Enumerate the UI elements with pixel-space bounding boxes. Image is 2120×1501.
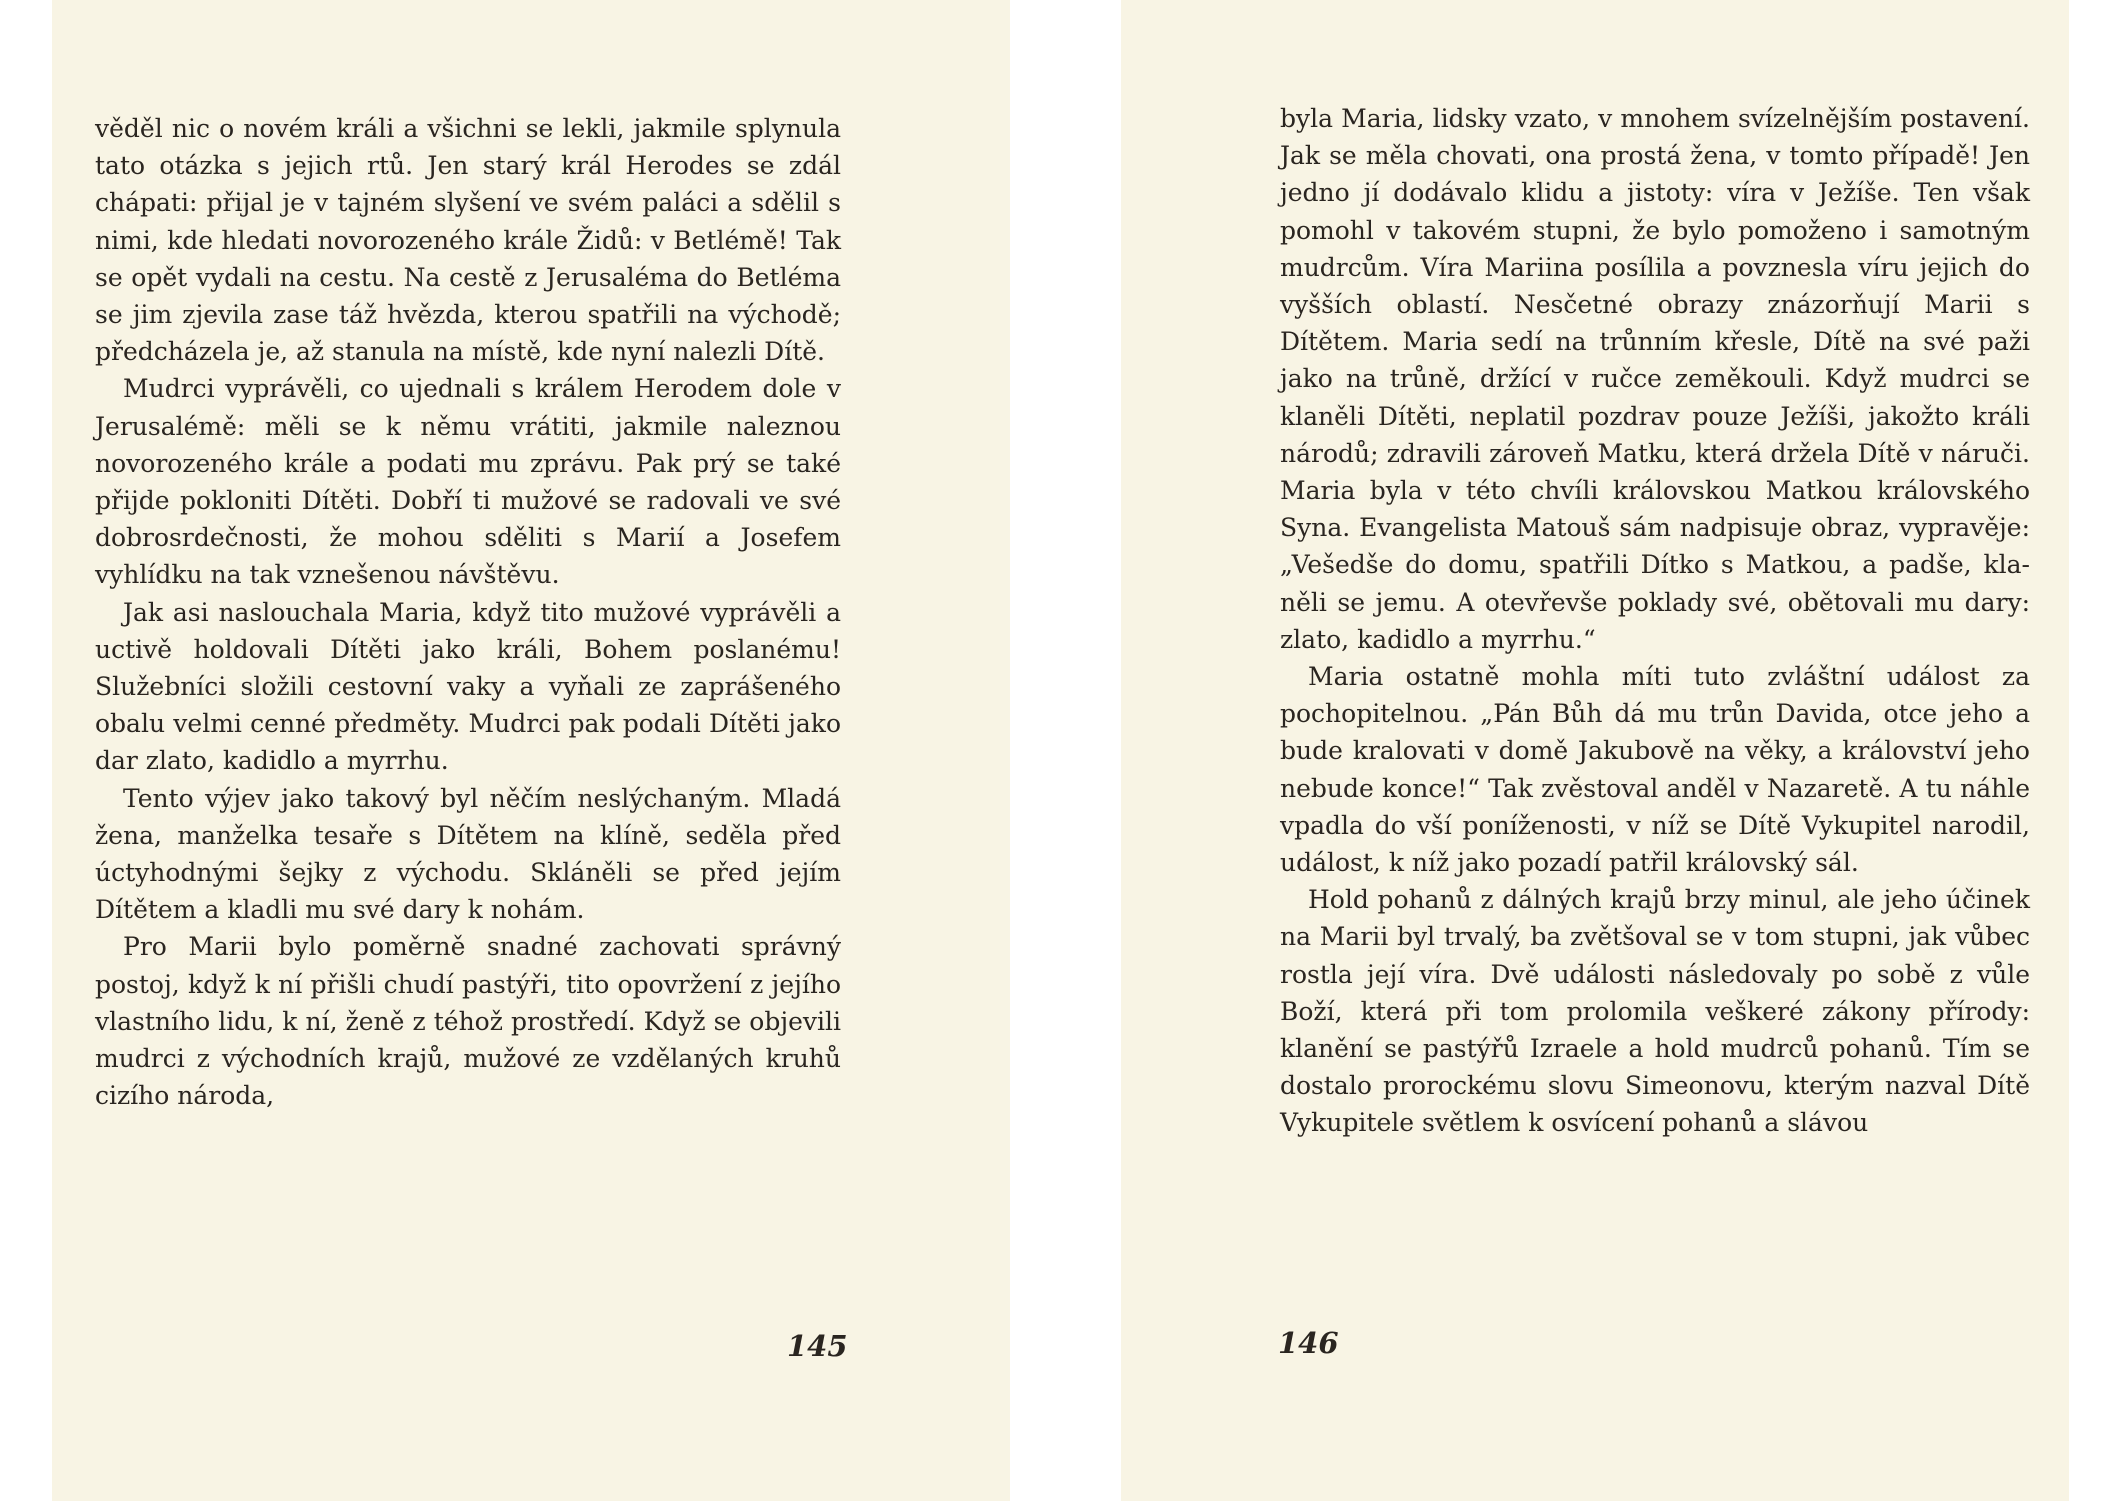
paragraph: Jak asi naslouchala Maria, když tito mužové vyprávěli a uctivě holdovali Dítěti jako králi, Bohem poslanému! Služebníci složili cestovní vaky a vyňali ze zaprášeného obalu velmi cenné předměty. Mudrci pak podali Dítěti jako dar zlato, kadidlo a myrrhu. [95, 597, 841, 776]
paragraph: byla Maria, lidsky vzato, v mnohem svízelnějším postavení. Jak se měla chovati, ona prostá žena, v tomto případě! Jen jedno jí dodávalo klidu a jistoty: víra v Ježíše. Ten však pomohl v takovém stupni, že bylo pomoženo i samotným mudrcům. Víra Mariina posílila a povznesla víru jejich do vyšších oblastí. Nesčetné obrazy znázorňují Marii s Dítětem. Maria sedí na trůnním křesle, Dítě na své paži jako na trůně, držící v ručce zeměkouli. Když mudrci se klaněli Dítěti, neplatil pozdrav pouze Ježíši, jakožto králi národů; zdravili zároveň Matku, která držela Dítě v náruči. Maria byla v této chvíli královskou Matkou královského Syna. Evangelista Matouš sám nadpisuje obraz, vypravěje: „Vešedše do domu, spatřili Dítko s Matkou, a padše, klaněli se jemu. A otevřevše poklady své, obětovali mu dary: zlato, kadidlo a myrrhu.“ [1280, 104, 2030, 654]
right-page [1121, 0, 2069, 1501]
page-number: 146 [1278, 1326, 1339, 1360]
paragraph: Maria ostatně mohla míti tuto zvláštní událost za pochopitelnou. „Pán Bůh dá mu trůn Davida, otce jeho a bude kralovati v domě Jakubově na věky, a království jeho nebude konce!“ Tak zvěstoval anděl v Nazaretě. A tu náhle vpadla do vší poníženosti, v níž se Dítě Vykupitel narodil, událost, k níž jako pozadí patřil královský sál. [1280, 662, 2030, 878]
left-page [52, 0, 1010, 1501]
paragraph: Mudrci vyprávěli, co ujednali s králem Herodem dole v Jerusalémě: měli se k němu vrátiti, jakmile naleznou novorozeného krále a podati mu zprávu. Pak prý se také přijde pokloniti Dítěti. Dobří ti mužové se radovali ve své dobrosrdečnosti, že mohou sděliti s Marií a Josefem vyhlídku na tak vznešenou návštěvu. [95, 374, 841, 590]
left-page-text [95, 110, 841, 1114]
paragraph: Tento výjev jako takový byl něčím neslýchaným. Mladá žena, manželka tesaře s Dítětem na klíně, seděla před úctyhodnými šejky z východu. Skláněli se před jejím Dítětem a kladli mu své dary k nohám. [95, 783, 841, 925]
paragraph: věděl nic o novém králi a všichni se lekli, jakmile splynula tato otázka s jejich rtů. Jen starý král Herodes se zdál chápati: přijal je v tajném slyšení ve svém paláci a sdělil s nimi, kde hledati novorozeného krále Židů: v Betlémě! Tak se opět vydali na cestu. Na cestě z Jerusaléma do Betléma se jim zjevila zase táž hvězda, kterou spatřili na východě; předcházela je, až stanula na místě, kde nyní nalezli Dítě. [95, 114, 841, 367]
page-number: 145 [787, 1329, 848, 1363]
paragraph: Pro Marii bylo poměrně snadné zachovati správný postoj, když k ní přišli chudí pastýři, tito opovržení z jejího vlastního lidu, k ní, ženě z téhož prostředí. Když se objevili mudrci z východních krajů, mužové ze vzdělaných kruhů cizího národa, [95, 932, 841, 1111]
right-page-text [1280, 100, 2030, 1142]
paragraph: Hold pohanů z dálných krajů brzy minul, ale jeho účinek na Marii byl trvalý, ba zvětšoval se v tom stupni, jak vůbec rostla její víra. Dvě události následovaly po sobě z vůle Boží, která při tom prolomila veškeré zákony přírody: klanění se pastýřů Izraele a hold mudrců pohanů. Tím se dostalo prorockému slovu Simeonovu, kterým nazval Dítě Vykupitele světlem k osvícení pohanů a slávou [1280, 885, 2030, 1138]
